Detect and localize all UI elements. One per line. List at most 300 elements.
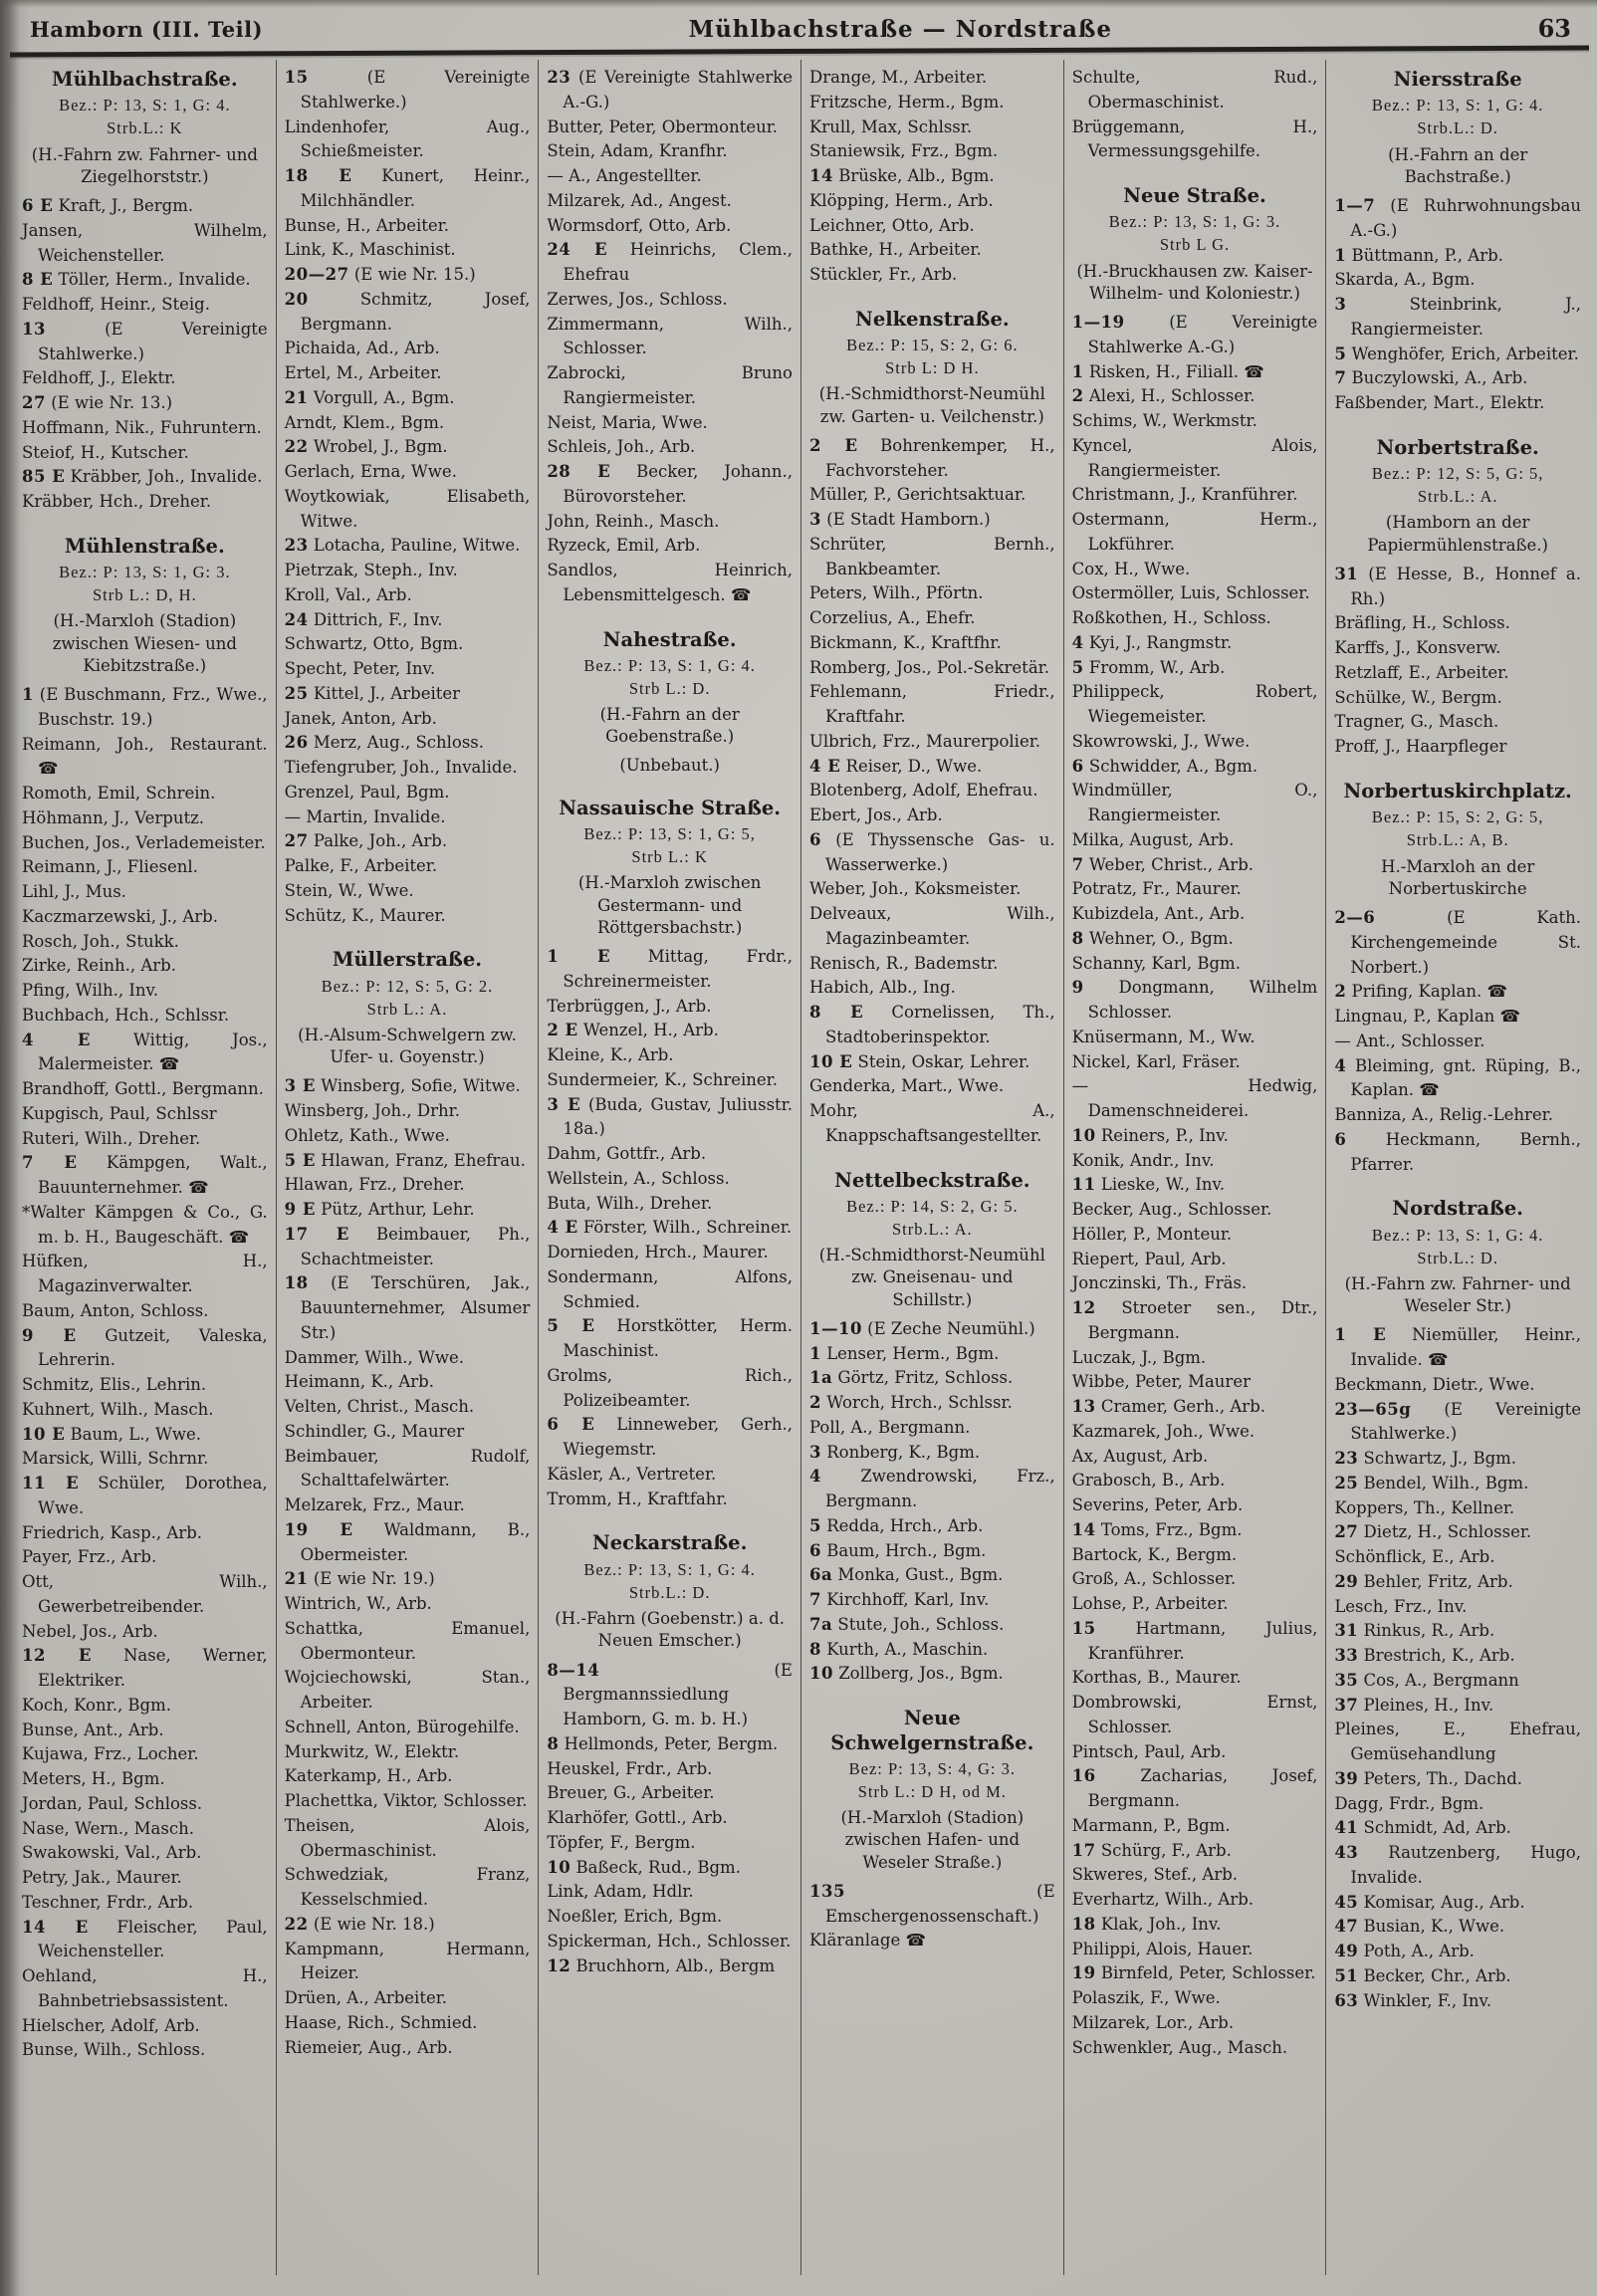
directory-entry: Kazmarek, Joh., Wwe. — [1071, 1421, 1255, 1441]
directory-entry: 27 Dietz, H., Schlosser. — [1334, 1522, 1532, 1542]
directory-entry: Theisen, Alois, Obermaschinist. — [284, 1815, 531, 1860]
directory-entry: Schwedziak, Franz, Kesselschmied. — [284, 1865, 531, 1910]
directory-entry: Kupgisch, Paul, Schlssr — [22, 1103, 217, 1123]
directory-entry: 17 E Beimbauer, Ph., Schachtmeister. — [284, 1224, 531, 1268]
directory-entry: 25 Kittel, J., Arbeiter — [284, 683, 461, 703]
directory-entry: Milka, August, Arb. — [1071, 829, 1235, 849]
directory-entry: 12 Bruchhorn, Alb., Bergm — [547, 1955, 776, 1975]
directory-entry: Hlawan, Frz., Dreher. — [284, 1175, 465, 1195]
directory-entry: 2—6 (E Kath. Kirchengemeinde St. Norbert.) — [1334, 908, 1581, 977]
directory-entry: Luczak, J., Bgm. — [1071, 1347, 1207, 1367]
directory-entry: Ryzeck, Emil, Arb. — [547, 536, 701, 556]
directory-columns — [14, 60, 1589, 2275]
directory-entry: Severins, Peter, Arb. — [1071, 1495, 1244, 1515]
directory-entry: Skarda, A., Bgm. — [1334, 270, 1476, 290]
directory-entry: Becker, Aug., Schlosser. — [1071, 1200, 1272, 1220]
directory-entry: 14 E Fleischer, Paul, Weichensteller. — [22, 1917, 268, 1961]
directory-entry: Höhmann, J., Verputz. — [22, 807, 205, 827]
directory-entry: Skweres, Stef., Arb. — [1071, 1865, 1239, 1885]
directory-entry: 8—14 (E Bergmannssiedlung Hamborn, G. m. b. H.) — [547, 1660, 793, 1729]
directory-entry: Schleis, Joh., Arb. — [547, 437, 696, 457]
directory-entry: Schwartz, Otto, Bgm. — [284, 634, 464, 654]
directory-entry: 1—10 (E Zeche Neumühl.) — [808, 1318, 1035, 1338]
directory-entry: 15 Hartmann, Julius, Kranführer. — [1071, 1618, 1318, 1663]
district-code-line: Strb.L.: A, B. — [1406, 830, 1509, 850]
directory-entry: Karffs, J., Konsverw. — [1334, 638, 1501, 658]
directory-entry: 31 (E Hesse, B., Honnef a. Rh.) — [1334, 564, 1581, 608]
directory-entry: Marsick, Willi, Schrnr. — [22, 1449, 209, 1469]
directory-entry: Schnell, Anton, Bürogehilfe. — [284, 1717, 520, 1736]
directory-entry: Oehland, H., Bahnbetriebsassistent. — [22, 1966, 268, 2010]
directory-entry: Korthas, B., Maurer. — [1071, 1668, 1242, 1688]
directory-entry: 3 E (Buda, Gustav, Juliusstr. 18a.) — [547, 1094, 793, 1139]
directory-entry: Woytkowiak, Elisabeth, Witwe. — [284, 486, 531, 531]
location-note: (H.-Marxloh (Stadion) zwischen Wiesen- und Kiebitzstraße.) — [52, 611, 237, 675]
directory-entry: 2 E Bohrenkemper, H., Fachvorsteher. — [808, 435, 1055, 480]
directory-entry: — Martin, Invalide. — [284, 806, 446, 826]
directory-entry: Buchbach, Hch., Schlssr. — [22, 1005, 230, 1025]
directory-entry: 10 Baßeck, Rud., Bgm. — [547, 1857, 741, 1877]
directory-entry: 26 Merz, Aug., Schloss. — [284, 733, 485, 753]
location-note: (H.-Schmidthorst-Neumühl zw. Garten- u. Veilchenstr.) — [818, 384, 1045, 426]
directory-entry: Wellstein, A., Schloss. — [547, 1168, 730, 1188]
directory-entry: Käsler, A., Vertreter. — [547, 1464, 717, 1484]
directory-entry: Pichaida, Ad., Arb. — [284, 339, 440, 358]
directory-entry: Arndt, Klem., Bgm. — [284, 412, 445, 432]
directory-entry: Ax, August, Arb. — [1071, 1446, 1209, 1466]
directory-entry: Grolms, Rich., Polizeibeamter. — [547, 1365, 793, 1410]
directory-entry: 10 E Stein, Oskar, Lehrer. — [808, 1051, 1030, 1071]
directory-entry: Ruteri, Wilh., Dreher. — [22, 1128, 201, 1148]
directory-entry: 4 Bleiming, gnt. Rüping, B., Kaplan. ☎ — [1334, 1055, 1581, 1100]
directory-entry: 10 Zollberg, Jos., Bgm. — [808, 1664, 1004, 1684]
directory-entry: Bartock, K., Bergm. — [1071, 1544, 1238, 1564]
directory-entry: 135 (E Emschergenossenschaft.) — [808, 1881, 1055, 1926]
directory-entry: Hüfken, H., Magazinverwalter. — [22, 1252, 268, 1296]
directory-entry: Wojciechowski, Stan., Arbeiter. — [284, 1668, 531, 1713]
directory-entry: Riepert, Paul, Arb. — [1071, 1249, 1227, 1268]
directory-entry: Ertel, M., Arbeiter. — [284, 363, 442, 382]
directory-entry: Breuer, G., Arbeiter. — [547, 1783, 715, 1803]
directory-entry: 7 Weber, Christ., Arb. — [1071, 854, 1255, 874]
directory-entry: Nase, Wern., Masch. — [22, 1818, 194, 1838]
directory-entry: Everhartz, Wilh., Arb. — [1071, 1890, 1255, 1910]
directory-entry: Zirke, Reinh., Arb. — [22, 956, 176, 976]
directory-column-2 — [277, 60, 540, 2275]
directory-entry: Proff, J., Haarpfleger — [1334, 737, 1507, 757]
directory-entry: Ebert, Jos., Arb. — [808, 805, 943, 825]
directory-entry: Spickerman, Hch., Schlosser. — [547, 1931, 792, 1951]
directory-entry: Koch, Konr., Bgm. — [22, 1695, 172, 1715]
directory-entry: 10 Reiners, P., Inv. — [1071, 1125, 1229, 1145]
directory-entry: Bickmann, K., Kraftfhr. — [808, 632, 1002, 652]
directory-entry: John, Reinh., Masch. — [547, 511, 720, 531]
directory-entry: Schwenkler, Aug., Masch. — [1071, 2037, 1288, 2057]
directory-entry: Kläranlage ☎ — [808, 1931, 927, 1951]
directory-entry: Renisch, R., Bademstr. — [808, 953, 999, 973]
directory-entry: 13 (E Vereinigte Stahlwerke.) — [22, 319, 268, 363]
district-code-line: Strb L.: D. — [628, 678, 711, 698]
street-heading: Müllerstraße. — [332, 948, 483, 972]
directory-entry: 21 (E wie Nr. 19.) — [284, 1569, 435, 1589]
directory-entry: Knüsermann, M., Ww. — [1071, 1027, 1255, 1046]
directory-entry: 22 Wrobel, J., Bgm. — [284, 437, 448, 457]
directory-entry: Kräbber, Hch., Dreher. — [22, 492, 212, 512]
directory-entry: 33 Brestrich, K., Arb. — [1334, 1646, 1515, 1666]
directory-entry: Faßbender, Mart., Elektr. — [1334, 393, 1545, 413]
directory-entry: Kroll, Val., Arb. — [284, 584, 412, 604]
directory-entry: Nickel, Karl, Fräser. — [1071, 1051, 1241, 1071]
directory-entry: Stein, W., Wwe. — [284, 880, 414, 900]
directory-entry: 3 E Winsberg, Sofie, Witwe. — [284, 1076, 521, 1096]
district-code-line: Strb.L.: D. — [1417, 1248, 1498, 1267]
directory-entry: Corzelius, A., Ehefr. — [808, 608, 976, 628]
directory-entry: Dombrowski, Ernst, Schlosser. — [1071, 1693, 1318, 1736]
directory-entry: 23—65g (E Vereinigte Stahlwerke.) — [1334, 1399, 1581, 1444]
directory-entry: 63 Winkler, F., Inv. — [1334, 1990, 1492, 2010]
directory-entry: Baum, Anton, Schloss. — [22, 1300, 209, 1320]
directory-entry: Skowrowski, J., Wwe. — [1071, 731, 1251, 751]
directory-entry: Lohse, P., Arbeiter. — [1071, 1594, 1229, 1614]
directory-entry: Stückler, Fr., Arb. — [808, 265, 958, 284]
directory-entry: Bunse, Ant., Arb. — [22, 1720, 164, 1739]
location-note: (Hamborn an der Papiermühlenstraße.) — [1367, 513, 1548, 555]
directory-entry: — Hedwig, Damenschneiderei. — [1071, 1076, 1318, 1121]
directory-entry: 5 E Horstkötter, Herm. Maschinist. — [547, 1316, 793, 1361]
directory-entry: 23 Lotacha, Pauline, Witwe. — [284, 536, 521, 556]
directory-entry: Petry, Jak., Maurer. — [22, 1868, 182, 1888]
directory-entry: Lesch, Frz., Inv. — [1334, 1596, 1468, 1616]
directory-entry: Kleine, K., Arb. — [547, 1045, 674, 1065]
directory-entry: 1—19 (E Vereinigte Stahlwerke A.-G.) — [1071, 313, 1318, 356]
street-heading: Nettelbeckstraße. — [834, 1168, 1030, 1192]
directory-entry: Lingnau, P., Kaplan ☎ — [1334, 1007, 1521, 1027]
directory-entry: Schims, W., Werkmstr. — [1071, 411, 1257, 431]
street-heading: Nahestraße. — [602, 627, 737, 651]
location-note: (H.-Marxloh (Stadion) zwischen Hafen- und Weseler Straße.) — [840, 1808, 1025, 1872]
directory-entry: Feldhoff, Heinr., Steig. — [22, 295, 210, 315]
directory-entry: Polaszik, F., Wwe. — [1071, 1988, 1221, 2008]
directory-entry: Jonczinski, Th., Fräs. — [1071, 1273, 1248, 1293]
directory-entry: Ostermann, Herm., Lokführer. — [1071, 510, 1318, 554]
directory-entry: Kujawa, Frz., Locher. — [22, 1744, 199, 1764]
district-code-line: Bez.: P: 12, S: 5, G: 5, — [1371, 464, 1544, 484]
directory-entry: Poll, A., Bergmann. — [808, 1417, 971, 1437]
directory-entry: 11 E Schüler, Dorothea, Wwe. — [22, 1474, 268, 1517]
district-code-line: Strb.L.: D. — [628, 1582, 711, 1602]
directory-entry: Sandlos, Heinrich, Lebensmittelgesch. ☎ — [547, 561, 793, 604]
directory-entry: Melzarek, Frz., Maur. — [284, 1495, 465, 1515]
directory-entry: Bathke, H., Arbeiter. — [808, 240, 982, 260]
location-note: (H.-Schmidthorst-Neumühl zw. Gneisenau- und Schillstr.) — [818, 1246, 1045, 1309]
directory-entry: 7 E Kämpgen, Walt., Bauunternehmer. ☎ — [22, 1153, 268, 1198]
directory-entry: Dahm, Gottfr., Arb. — [547, 1144, 707, 1164]
directory-entry: 10 E Baum, L., Wwe. — [22, 1424, 202, 1444]
directory-entry: 7a Stute, Joh., Schloss. — [808, 1614, 1005, 1634]
directory-entry: Dagg, Frdr., Bgm. — [1334, 1793, 1484, 1813]
directory-entry: Brandhoff, Gottl., Bergmann. — [22, 1079, 264, 1099]
district-code-line: Bez.: P: 13, S: 1, G: 4. — [1371, 1225, 1544, 1245]
directory-entry: Hielscher, Adolf, Arb. — [22, 2015, 200, 2035]
directory-entry: 18 E Kunert, Heinr., Milchhändler. — [284, 166, 531, 210]
directory-entry: Blotenberg, Adolf, Ehefrau. — [808, 781, 1038, 801]
directory-entry: 19 Birnfeld, Peter, Schlosser. — [1071, 1963, 1316, 1983]
directory-entry: Rosch, Joh., Stukk. — [22, 931, 179, 951]
directory-entry: Potratz, Fr., Maurer. — [1071, 879, 1242, 899]
directory-entry: — Ant., Schlosser. — [1334, 1031, 1485, 1050]
directory-entry: Tromm, H., Kraftfahr. — [547, 1489, 728, 1508]
directory-entry: Krull, Max, Schlssr. — [808, 116, 973, 136]
directory-entry: 1 Risken, H., Filiall. ☎ — [1071, 361, 1264, 381]
directory-column-3 — [539, 60, 801, 2275]
directory-entry: 3 Steinbrink, J., Rangiermeister. — [1334, 295, 1581, 339]
location-note: (Unbebaut.) — [619, 755, 720, 775]
scan-gutter-shadow-left — [0, 0, 20, 2296]
directory-entry: 3 (E Stadt Hamborn.) — [808, 510, 991, 530]
directory-entry: 11 Lieske, W., Inv. — [1071, 1175, 1226, 1195]
directory-column-5 — [1064, 60, 1327, 2275]
district-code-line: Bez.: P: 12, S: 5, G: 2. — [321, 976, 494, 996]
district-code-line: Bez.: P: 14, S: 2, G: 5. — [846, 1196, 1019, 1216]
directory-entry: Reimann, Joh., Restaurant. ☎ — [22, 734, 268, 779]
directory-entry: 6 E Linneweber, Gerh., Wiegemstr. — [547, 1415, 793, 1460]
directory-entry: Bunse, Wilh., Schloss. — [22, 2040, 206, 2060]
district-code-line: Bez.: P: 13, S: 1, G: 3. — [1108, 212, 1281, 232]
directory-entry: 5 E Hlawan, Franz, Ehefrau. — [284, 1150, 526, 1170]
directory-entry: 29 Behler, Fritz, Arb. — [1334, 1571, 1513, 1591]
directory-entry: Tiefengruber, Joh., Invalide. — [284, 758, 518, 777]
directory-entry: Grenzel, Paul, Bgm. — [284, 782, 450, 802]
directory-entry: Murkwitz, W., Elektr. — [284, 1741, 460, 1761]
directory-entry: Katerkamp, H., Arb. — [284, 1766, 453, 1786]
directory-entry: Link, Adam, Hdlr. — [547, 1882, 694, 1902]
directory-entry: Friedrich, Kasp., Arb. — [22, 1522, 203, 1542]
directory-entry: Nebel, Jos., Arb. — [22, 1621, 158, 1641]
directory-entry: 37 Pleines, H., Inv. — [1334, 1695, 1494, 1715]
directory-entry: Klöpping, Herm., Arb. — [808, 190, 994, 210]
directory-entry: Gerlach, Erna, Wwe. — [284, 462, 457, 481]
street-heading: Nordstraße. — [1392, 1197, 1523, 1221]
directory-entry: 8 Kurth, A., Maschin. — [808, 1639, 989, 1659]
street-heading: Mühlenstraße. — [64, 534, 225, 558]
district-code-line: Bez.: P: 13, S: 1, G: 4. — [59, 96, 231, 115]
district-code-line: Bez.: P: 13, S: 1, G: 5, — [583, 824, 756, 844]
directory-entry: 6 Heckmann, Bernh., Pfarrer. — [1334, 1129, 1581, 1174]
directory-entry: 7 Kirchhoff, Karl, Inv. — [808, 1590, 990, 1610]
directory-entry: Groß, A., Schlosser. — [1071, 1569, 1237, 1589]
directory-entry: Bräfling, H., Schloss. — [1334, 613, 1510, 633]
directory-entry: 2 Prifing, Kaplan. ☎ — [1334, 982, 1508, 1002]
directory-entry: Windmüller, O., Rangiermeister. — [1071, 781, 1318, 825]
directory-entry: 2 Alexi, H., Schlosser. — [1071, 386, 1255, 406]
district-code-line: Strb L.: D H, od M. — [857, 1782, 1007, 1802]
directory-entry: Beimbauer, Rudolf, Schalttafelwärter. — [284, 1446, 531, 1491]
directory-entry: Zabrocki, Bruno Rangiermeister. — [547, 363, 793, 407]
directory-entry: Link, K., Maschinist. — [284, 240, 456, 260]
directory-entry: Pfing, Wilh., Inv. — [22, 981, 159, 1001]
directory-entry: 35 Cos, A., Bergmann — [1334, 1670, 1519, 1690]
directory-entry: 6 E Kraft, J., Bergm. — [22, 196, 194, 216]
directory-entry: 12 E Nase, Werner, Elektriker. — [22, 1646, 268, 1691]
location-note: (H.-Fahrn (Goebenstr.) a. d. Neuen Emscher.) — [555, 1609, 785, 1651]
directory-entry: Reimann, J., Fliesenl. — [22, 857, 198, 877]
directory-entry: 45 Komisar, Aug., Arb. — [1334, 1892, 1525, 1912]
header-rule — [10, 46, 1589, 58]
directory-entry: Teschner, Frdr., Arb. — [22, 1892, 194, 1912]
directory-entry: Grabosch, B., Arb. — [1071, 1471, 1226, 1491]
directory-entry: 15 (E Vereinigte Stahlwerke.) — [284, 68, 531, 112]
directory-entry: Kaczmarzewski, J., Arb. — [22, 906, 218, 926]
directory-entry: Zerwes, Jos., Schloss. — [547, 289, 728, 309]
directory-entry: Pleines, E., Ehefrau, Gemüsehandlung — [1334, 1720, 1581, 1764]
directory-entry: 4 Kyi, J., Rangmstr. — [1071, 632, 1233, 652]
directory-entry: 8 Wehner, O., Bgm. — [1071, 928, 1234, 948]
directory-entry: Kampmann, Hermann, Heizer. — [284, 1939, 531, 1983]
district-code-line: Bez.: P: 13, S: 1, G: 4. — [1371, 96, 1544, 115]
district-code-line: Strb.L.: K — [107, 118, 183, 138]
directory-entry: Kubizdela, Ant., Arb. — [1071, 904, 1246, 924]
directory-entry: Plachettka, Viktor, Schlosser. — [284, 1791, 528, 1811]
directory-entry: 1 E Mittag, Frdr., Schreinermeister. — [547, 947, 793, 991]
directory-entry: Brüggemann, H., Vermessungsgehilfe. — [1071, 116, 1318, 161]
directory-entry: 5 Fromm, W., Arb. — [1071, 657, 1226, 677]
directory-entry: Retzlaff, E., Arbeiter. — [1334, 662, 1509, 682]
directory-entry: Konik, Andr., Inv. — [1071, 1150, 1215, 1170]
directory-entry: 12 Stroeter sen., Dtr., Bergmann. — [1071, 1298, 1318, 1342]
directory-entry: Weber, Joh., Koksmeister. — [808, 879, 1022, 899]
district-code-line: Bez.: P: 13, S: 1, G: 3. — [59, 563, 231, 582]
directory-entry: Specht, Peter, Inv. — [284, 659, 436, 678]
district-code-line: Strb.L.: A. — [1417, 487, 1498, 507]
directory-entry: Buchen, Jos., Verlademeister. — [22, 832, 266, 852]
district-code-line: Bez.: P: 13, S: 1, G: 4. — [583, 1559, 756, 1579]
district-title: Hamborn (III. Teil) — [30, 17, 263, 42]
directory-entry: Lindenhofer, Aug., Schießmeister. — [284, 116, 531, 161]
directory-entry: 4 E Wittig, Jos., Malermeister. ☎ — [22, 1030, 268, 1074]
directory-entry: Sundermeier, K., Schreiner. — [547, 1069, 778, 1089]
directory-entry: Drüen, A., Arbeiter. — [284, 1988, 448, 2008]
directory-entry: Klarhöfer, Gottl., Arb. — [547, 1808, 728, 1828]
district-code-line: Strb L G. — [1159, 235, 1231, 255]
directory-entry: Fehlemann, Friedr., Kraftfahr. — [808, 682, 1055, 727]
directory-entry: *Walter Kämpgen & Co., G. m. b. H., Baugeschäft. ☎ — [22, 1202, 268, 1247]
directory-entry: 14 Toms, Frz., Bgm. — [1071, 1519, 1243, 1539]
directory-entry: 16 Zacharias, Josef, Bergmann. — [1071, 1766, 1318, 1811]
directory-entry: Jordan, Paul, Schloss. — [22, 1793, 203, 1813]
location-note: (H.-Fahrn an der Bachstraße.) — [1388, 144, 1528, 186]
directory-column-6 — [1326, 60, 1589, 2275]
directory-entry: 19 E Waldmann, B., Obermeister. — [284, 1519, 531, 1564]
directory-entry: 9 E Pütz, Arthur, Lehr. — [284, 1200, 475, 1220]
directory-entry: Roßkothen, H., Schloss. — [1071, 608, 1271, 628]
directory-entry: Marmann, P., Bgm. — [1071, 1815, 1231, 1835]
directory-entry: Buta, Wilh., Dreher. — [547, 1193, 713, 1213]
directory-entry: Schrüter, Bernh., Bankbeamter. — [808, 534, 1055, 578]
street-heading: Norbertstraße. — [1376, 435, 1539, 459]
directory-entry: 43 Rautzenberg, Hugo, Invalide. — [1334, 1843, 1581, 1887]
directory-entry: 8 E Töller, Herm., Invalide. — [22, 270, 251, 290]
district-code-line: Strb L.: A. — [366, 999, 448, 1019]
directory-entry: Philippi, Alois, Hauer. — [1071, 1939, 1254, 1958]
directory-entry: 14 Brüske, Alb., Bgm. — [808, 166, 995, 185]
directory-entry: Janek, Anton, Arb. — [284, 708, 437, 728]
directory-entry: 6a Monka, Gust., Bgm. — [808, 1565, 1004, 1585]
directory-entry: 1—7 (E Ruhrwohnungsbau A.-G.) — [1334, 196, 1581, 240]
directory-entry: Kuhnert, Wilh., Masch. — [22, 1399, 214, 1419]
directory-entry: Schülke, W., Bergm. — [1334, 687, 1502, 707]
directory-entry: 1 Büttmann, P., Arb. — [1334, 245, 1503, 265]
directory-entry: Dornieden, Hrch., Maurer. — [547, 1243, 769, 1263]
street-heading: Mühlbachstraße. — [52, 68, 238, 91]
directory-entry: 1a Görtz, Fritz, Schloss. — [808, 1368, 1014, 1388]
directory-entry: Schütz, K., Maurer. — [284, 905, 446, 925]
directory-entry: Pintsch, Paul, Arb. — [1071, 1741, 1227, 1761]
street-heading: Nelkenstraße. — [855, 307, 1010, 331]
directory-entry: Terbrüggen, J., Arb. — [547, 996, 712, 1016]
district-code-line: Strb L.: K — [631, 847, 708, 867]
directory-entry: Ulbrich, Frz., Maurerpolier. — [808, 731, 1041, 751]
directory-entry: 2 E Wenzel, H., Arb. — [547, 1021, 719, 1040]
page-number: 63 — [1537, 14, 1571, 43]
directory-entry: 9 E Gutzeit, Valeska, Lehrerin. — [22, 1325, 268, 1370]
directory-entry: 21 Vorgull, A., Bgm. — [284, 387, 455, 407]
directory-entry: Cox, H., Wwe. — [1071, 559, 1191, 578]
directory-entry: 85 E Kräbber, Joh., Invalide. — [22, 467, 263, 487]
directory-entry: Noeßler, Erich, Bgm. — [547, 1907, 723, 1927]
directory-entry: 1 (E Buschmann, Frz., Wwe., Buschstr. 19.) — [22, 685, 268, 729]
directory-entry: Peters, Wilh., Pförtn. — [808, 583, 984, 603]
directory-entry: Banniza, A., Relig.-Lehrer. — [1334, 1105, 1553, 1125]
directory-entry: Palke, F., Arbeiter. — [284, 856, 438, 875]
street-heading: Neue Schwelgernstraße. — [830, 1707, 1034, 1754]
directory-entry: Meters, H., Bgm. — [22, 1769, 165, 1789]
directory-entry: Ohletz, Kath., Wwe. — [284, 1125, 450, 1145]
directory-entry: 13 Cramer, Gerh., Arb. — [1071, 1397, 1265, 1417]
directory-entry: Hoffmann, Nik., Fuhruntern. — [22, 417, 262, 437]
directory-entry: 5 Redda, Hrch., Arb. — [808, 1515, 984, 1535]
directory-entry: Bunse, H., Arbeiter. — [284, 215, 450, 235]
directory-entry: 28 E Becker, Johann., Bürovorsteher. — [547, 462, 793, 506]
directory-entry: Milzarek, Ad., Angest. — [547, 190, 732, 210]
directory-entry: 27 (E wie Nr. 13.) — [22, 393, 173, 413]
location-note: (H.-Fahrn zw. Fahrner- und Weseler Str.) — [1344, 1273, 1571, 1316]
directory-entry: 6 Schwidder, A., Bgm. — [1071, 756, 1258, 776]
directory-entry: 39 Peters, Th., Dachd. — [1334, 1768, 1523, 1788]
directory-entry: Swakowski, Val., Arb. — [22, 1843, 202, 1863]
street-heading: Norbertuskirchplatz. — [1343, 779, 1572, 803]
directory-entry: Neist, Maria, Wwe. — [547, 412, 708, 432]
directory-entry: Töpfer, F., Bergm. — [547, 1832, 696, 1852]
directory-entry: Philippeck, Robert, Wiegemeister. — [1071, 682, 1318, 727]
location-note: H.-Marxloh an der Norbertuskirche — [1381, 856, 1535, 898]
directory-entry: Romberg, Jos., Pol.-Sekretär. — [808, 657, 1049, 677]
directory-entry: Milzarek, Lor., Arb. — [1071, 2012, 1235, 2032]
directory-entry: 7 Buczylowski, A., Arb. — [1334, 368, 1528, 388]
directory-entry: 18 (E Terschüren, Jak., Bauunternehmer, Alsumer Str.) — [284, 1273, 531, 1342]
directory-entry: Steiof, H., Kutscher. — [22, 442, 189, 462]
district-code-line: Bez.: P: 15, S: 2, G: 6. — [846, 336, 1019, 355]
street-heading: Nassauische Straße. — [559, 796, 782, 819]
directory-entry: 5 Wenghöfer, Erich, Arbeiter. — [1334, 344, 1579, 363]
district-code-line: Strb L: D H. — [885, 358, 980, 378]
street-heading: Neckarstraße. — [591, 1531, 748, 1555]
directory-entry: 49 Poth, A., Arb. — [1334, 1942, 1475, 1961]
directory-entry: Butter, Peter, Obermonteur. — [547, 116, 779, 136]
directory-entry: Jansen, Wilhelm, Weichensteller. — [22, 220, 268, 265]
directory-entry: 8 E Cornelissen, Th., Stadtoberinspektor. — [808, 1003, 1055, 1046]
directory-entry: Genderka, Mart., Wwe. — [808, 1076, 1005, 1096]
directory-entry: Ostermöller, Luis, Schlosser. — [1071, 583, 1310, 603]
